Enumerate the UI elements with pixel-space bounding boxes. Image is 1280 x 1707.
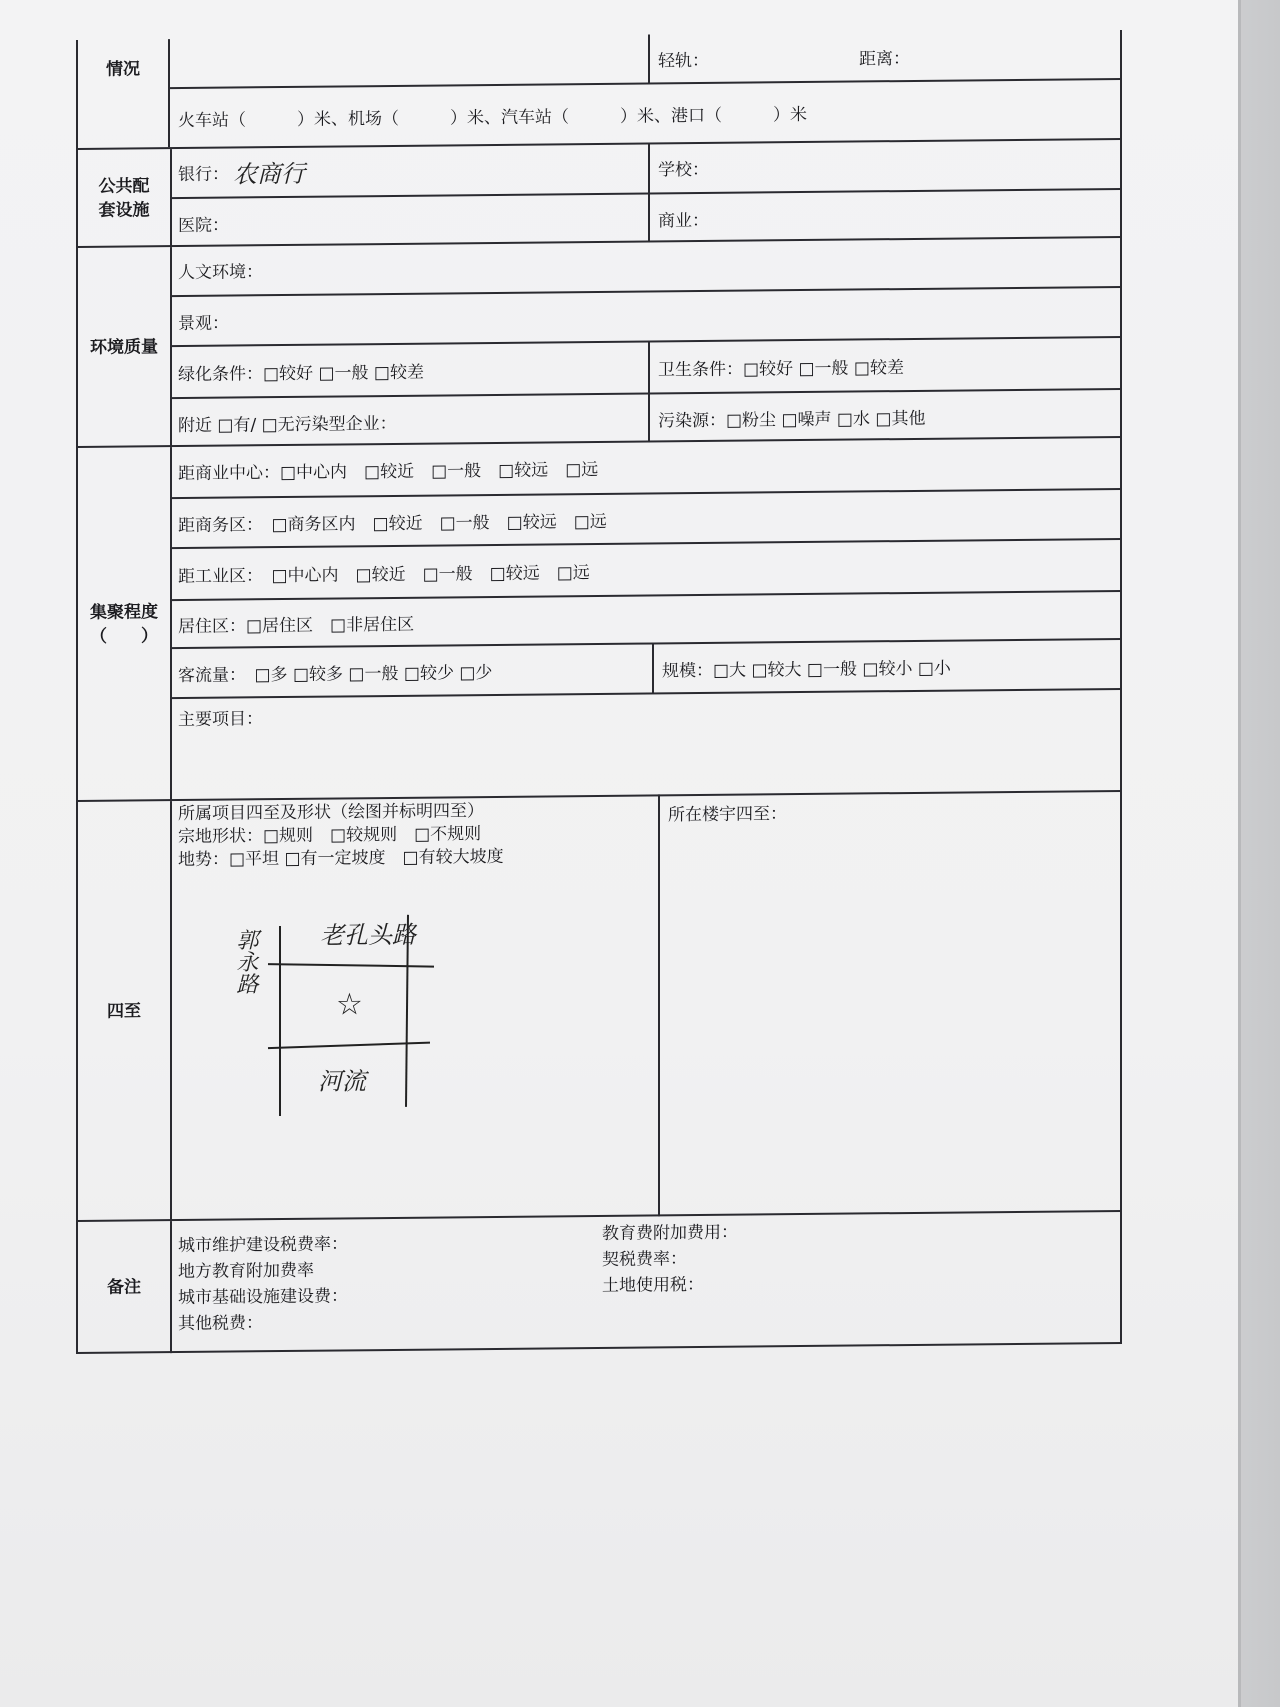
project-boundary-cell xyxy=(170,794,660,1221)
agglomeration-section xyxy=(78,436,1122,802)
commerce-label: 商业： xyxy=(658,210,709,231)
urban-maintenance-tax: 城市维护建设税费率： xyxy=(178,1234,348,1257)
agglomeration-label: 集聚程度 xyxy=(90,602,158,623)
commercial-center-options: 距商业中心：□中心内 □较近 □一般 □较远 □远 xyxy=(178,459,599,484)
lot-shape-options: 宗地形状：□规则 □较规则 □不规则 xyxy=(178,824,482,848)
commerce-cell xyxy=(650,188,1122,243)
education-surcharge: 教育费附加费用： xyxy=(602,1222,738,1244)
remarks-cell xyxy=(170,1210,1122,1353)
agglomeration-label-paren: （ ） xyxy=(90,626,158,647)
main-projects-cell xyxy=(170,688,1122,801)
deed-tax: 契税费率： xyxy=(602,1249,687,1270)
distance-label: 距离： xyxy=(859,48,910,69)
nearby-polluting-enterprise: 附近 □有/ □无污染型企业： xyxy=(178,413,397,436)
sketch-center-star: ☆ xyxy=(336,987,363,1023)
hospital-cell xyxy=(170,192,650,247)
school-cell xyxy=(650,138,1122,193)
culture-label: 人文环境： xyxy=(178,261,263,283)
boundaries-label: 四至 xyxy=(78,801,172,1222)
project-boundary-title: 所属项目四至及形状（绘图并标明四至） xyxy=(178,801,484,825)
local-education-surcharge: 地方教育附加费率 xyxy=(178,1260,314,1283)
sanitation-options: 卫生条件：□较好 □一般 □较差 xyxy=(658,357,904,380)
environment-label: 环境质量 xyxy=(78,247,172,448)
main-projects-label: 主要项目： xyxy=(178,709,263,731)
industrial-options: 距工业区： □中心内 □较近 □一般 □较远 □远 xyxy=(178,562,590,587)
business-district-options: 距商务区： □商务区内 □较近 □一般 □较远 □远 xyxy=(178,511,607,536)
transport-distances: 火车站（ ）米、机场（ ）米、汽车站（ ）米、港口（ ）米 xyxy=(178,104,807,131)
greening-cell xyxy=(170,340,650,397)
paper-edge xyxy=(1238,0,1241,1707)
residential-options: 居住区：□居住区 □非居住区 xyxy=(178,614,415,637)
landscape-cell xyxy=(170,286,1122,345)
building-boundary-label: 所在楼宇四至： xyxy=(668,804,787,826)
school-label: 学校： xyxy=(658,159,709,180)
pollution-source-options: 污染源：□粉尘 □噪声 □水 □其他 xyxy=(658,408,926,431)
sketch-west-road: 郭永路 xyxy=(233,928,258,995)
pollution-cell xyxy=(650,388,1122,443)
location-section xyxy=(78,30,1122,148)
sketch-south-river: 河流 xyxy=(318,1067,366,1096)
commercial-center-cell xyxy=(170,436,1122,497)
landscape-label: 景观： xyxy=(178,313,229,334)
nearby-cell xyxy=(170,392,650,447)
facilities-section xyxy=(78,138,1122,248)
remarks-section xyxy=(78,1210,1122,1354)
sketch-north-road: 老孔头路 xyxy=(320,920,416,950)
traffic-cell xyxy=(170,642,654,697)
land-use-tax: 土地使用税： xyxy=(602,1274,704,1296)
bank-cell xyxy=(170,142,650,197)
culture-cell xyxy=(170,236,1122,295)
survey-form xyxy=(76,30,1122,1354)
terrain-options: 地势：□平坦 □有一定坡度 □有较大坡度 xyxy=(178,846,504,871)
boundaries-section xyxy=(78,790,1122,1222)
location-empty-cell xyxy=(170,34,650,87)
light-rail-cell xyxy=(650,30,1122,83)
other-taxes: 其他税费： xyxy=(178,1313,263,1335)
traffic-options: 客流量： □多 □较多 □一般 □较少 □少 xyxy=(178,662,493,686)
bank-label: 银行： xyxy=(178,164,229,185)
building-boundary-cell xyxy=(660,790,1122,1216)
sanitation-cell xyxy=(650,336,1122,393)
facilities-label: 公共配套设施 xyxy=(78,149,172,248)
sketch-north-line xyxy=(268,963,434,969)
business-district-cell xyxy=(170,488,1122,547)
infrastructure-fee: 城市基础设施建设费： xyxy=(178,1286,348,1309)
scale-options: 规模：□大 □较大 □一般 □较小 □小 xyxy=(662,658,951,681)
scale-cell xyxy=(654,638,1122,692)
greening-options: 绿化条件：□较好 □一般 □较差 xyxy=(178,362,424,385)
transport-cell xyxy=(170,78,1122,147)
location-label: 情况 xyxy=(78,39,170,148)
environment-section xyxy=(78,236,1122,448)
light-rail-label: 轻轨： xyxy=(658,50,709,71)
bank-handwritten-value: 农商行 xyxy=(233,159,305,188)
remarks-label: 备注 xyxy=(78,1221,172,1354)
industrial-cell xyxy=(170,538,1122,599)
hospital-label: 医院： xyxy=(178,215,229,236)
agglomeration-label-box xyxy=(78,447,172,802)
